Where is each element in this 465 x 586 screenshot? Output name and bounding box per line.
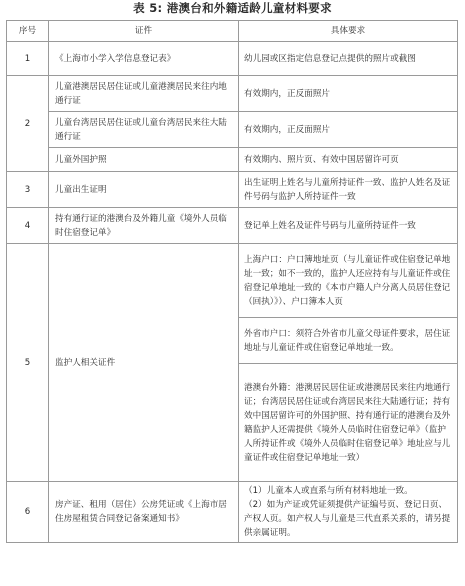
certificate-cell: 持有通行证的港澳台及外籍儿童《境外人员临时住宿登记单》 xyxy=(49,208,239,244)
requirement-cell: 外省市户口：须符合外省市儿童父母证件要求，居住证地址与儿童证件或住宿登记单地址一致。 xyxy=(239,318,458,364)
requirement-cell: 港澳台外籍：港澳居民居住证或港澳居民来往内地通行证；台湾居民居住证或台湾居民来往大陆通行证；持有效中国居留许可的外国护照、持有通行证的港澳台及外籍监护人还需提供《境外人员临时住宿登记单》（监护人所持证件或《境外人员临时住宿登记单》地址应与儿童证件或住宿登记单地址一致） xyxy=(239,364,458,482)
table-row xyxy=(7,244,458,318)
table-row xyxy=(7,112,458,148)
table-row xyxy=(7,42,458,76)
table-row xyxy=(7,482,458,543)
row-index: 5 xyxy=(7,244,49,482)
table-row xyxy=(7,172,458,208)
certificate-cell: 儿童出生证明 xyxy=(49,172,239,208)
requirement-cell: 有效期内，正反面照片 xyxy=(239,76,458,112)
requirement-line: （1）儿童本人或直系与所有材料地址一致。 xyxy=(244,486,413,496)
table-title: 表 5: 港澳台和外籍适龄儿童材料要求 xyxy=(133,1,332,15)
requirement-cell xyxy=(239,482,458,543)
certificate-cell: 《上海市小学入学信息登记表》 xyxy=(49,42,239,76)
requirement-cell: 出生证明上姓名与儿童所持证件一致、监护人姓名及证件号码与监护人所持证件一致 xyxy=(239,172,458,208)
header-row xyxy=(7,21,458,42)
header-index: 序号 xyxy=(7,21,49,42)
row-index: 1 xyxy=(7,42,49,76)
certificate-cell: 监护人相关证件 xyxy=(49,244,239,482)
row-index: 4 xyxy=(7,208,49,244)
requirement-cell: 有效期内，正反面照片 xyxy=(239,112,458,148)
certificate-cell: 儿童港澳居民居住证或儿童港澳居民来往内地通行证 xyxy=(49,76,239,112)
row-index: 2 xyxy=(7,76,49,172)
materials-table xyxy=(6,20,458,543)
header-requirement: 具体要求 xyxy=(239,21,458,42)
header-certificate: 证件 xyxy=(49,21,239,42)
requirement-cell: 登记单上姓名及证件号码与儿童所持证件一致 xyxy=(239,208,458,244)
requirement-cell: 有效期内、照片页、有效中国居留许可页 xyxy=(239,148,458,172)
requirement-cell: 幼儿园或区指定信息登记点提供的照片或截图 xyxy=(239,42,458,76)
table-row xyxy=(7,148,458,172)
certificate-cell: 房产证、租用（居住）公房凭证或《上海市居住房屋租赁合同登记备案通知书》 xyxy=(49,482,239,543)
certificate-cell: 儿童台湾居民居住证或儿童台湾居民来往大陆通行证 xyxy=(49,112,239,148)
certificate-cell: 儿童外国护照 xyxy=(49,148,239,172)
table-row xyxy=(7,76,458,112)
row-index: 6 xyxy=(7,482,49,543)
table-row xyxy=(7,208,458,244)
requirement-line: （2）如为产证或凭证须提供产证编号页、登记日页、产权人页。如产权人与儿童是三代直系关系的，请另提供亲属证明。 xyxy=(244,500,451,538)
requirement-cell: 上海户口：户口簿地址页（与儿童证件或住宿登记单地址一致；如不一致的，监护人还应持有与儿童证件或住宿登记单地址一致的《本市户籍人户分离人员居住登记（回执）》）、户口簿本人页 xyxy=(239,244,458,318)
row-index: 3 xyxy=(7,172,49,208)
